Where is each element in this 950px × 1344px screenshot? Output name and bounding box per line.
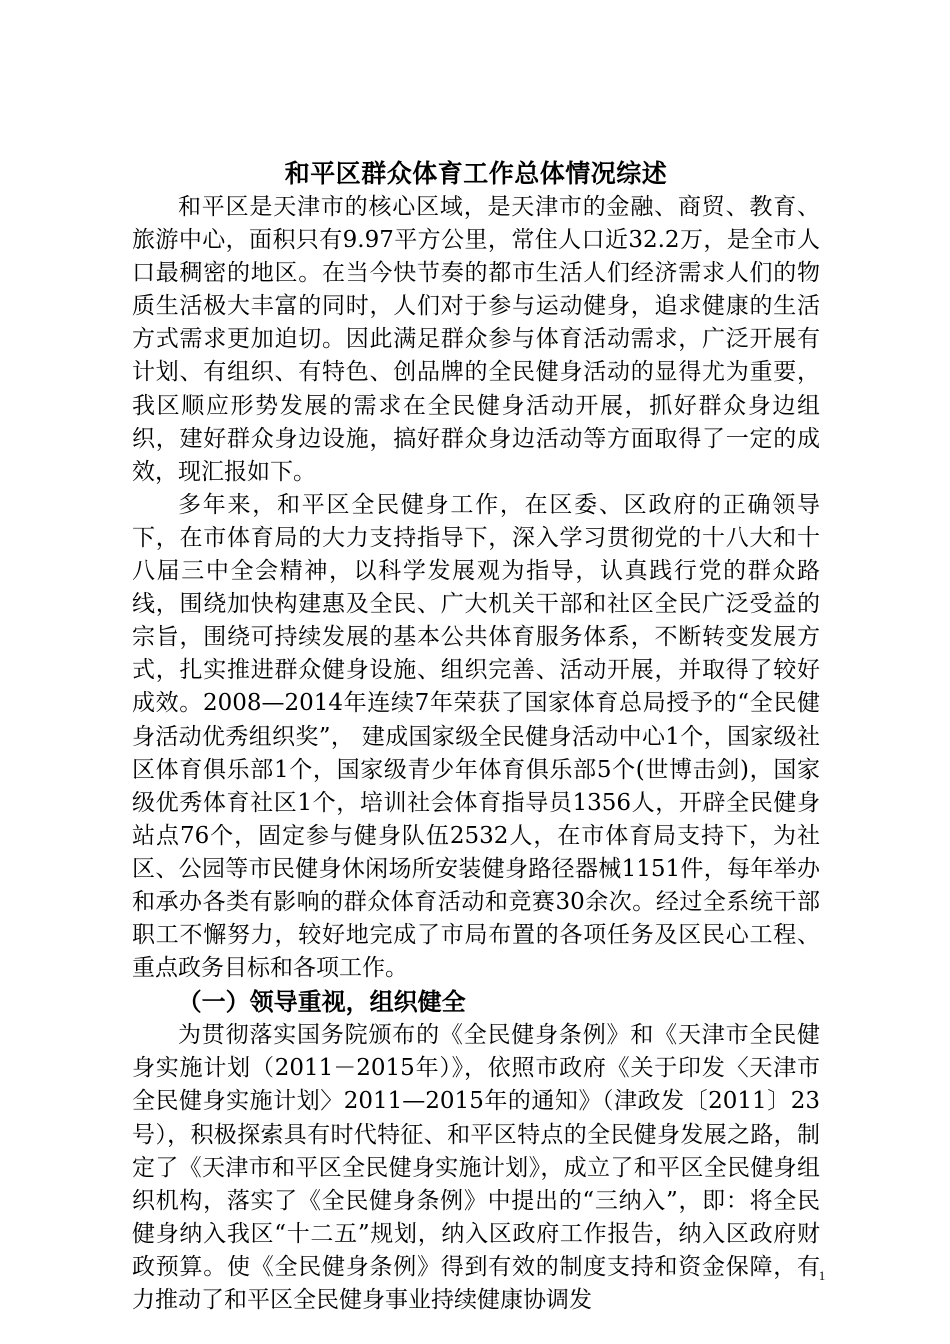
- paragraph-section-one: 为贯彻落实国务院颁布的《全民健身条例》和《天津市全民健身实施计划（2011－2015年）》，依照市政府《关于印发〈天津市全民健身实施计划〉2011—2015年的通知》（津政发〔2011〕23号），积极探索具有时代特征、和平区特点的全民健身发展之路，制定了《天津市和平区全民健身实施计划》，成立了和平区全民健身组织机构，落实了《全民健身条例》中提出的“三纳入”，即：将全民健身纳入我区“十二五”规划，纳入区政府工作报告，纳入区政府财政预算。使《全民健身条例》得到有效的制度支持和资金保障，有力推动了和平区全民健身事业持续健康协调发: [132, 1022, 820, 1313]
- document-title: 和平区群众体育工作总体情况综述: [284, 159, 668, 188]
- paragraph-intro: 和平区是天津市的核心区域，是天津市的金融、商贸、教育、旅游中心，面积只有9.97平方公里，常住人口近32.2万，是全市人口最稠密的地区。在当今快节奏的都市生活人们经济需求人们的物质生活极大丰富的同时，人们对于参与运动健身，追求健康的生活方式需求更加迫切。因此满足群众参与体育活动需求，广泛开展有计划、有组织、有特色、创品牌的全民健身活动的显得尤为重要，我区顺应形势发展的需求在全民健身活动开展，抓好群众身边组织，建好群众身边设施，搞好群众身边活动等方面取得了一定的成效，现汇报如下。: [132, 194, 820, 485]
- document-body: [132, 157, 820, 1317]
- section-heading: （一）领导重视，组织健全: [177, 987, 466, 1017]
- paragraph-achievements: 多年来，和平区全民健身工作，在区委、区政府的正确领导下，在市体育局的大力支持指导下，深入学习贯彻党的十八大和十八届三中全会精神，以科学发展观为指导，认真践行党的群众路线，围绕加快构建惠及全民、广大机关干部和社区全民广泛受益的宗旨，围绕可持续发展的基本公共体育服务体系，不断转变发展方式，扎实推进群众健身设施、组织完善、活动开展，并取得了较好成效。2008—2014年连续7年荣获了国家体育总局授予的“全民健身活动优秀组织奖”， 建成国家级全民健身活动中心1个，国家级社区体育俱乐部1个，国家级青少年体育俱乐部5个(世博击剑)，国家级优秀体育社区1个，培训社会体育指导员1356人，开辟全民健身站点76个，固定参与健身队伍2532人，在市体育局支持下，为社区、公园等市民健身休闲场所安装健身路径器械1151件，每年举办和承办各类有影响的群众体育活动和竞赛30余次。经过全系统干部职工不懈努力，较好地完成了市局布置的各项任务及区民心工程、重点政务目标和各项工作。: [132, 491, 820, 982]
- page-number: 1: [818, 1268, 826, 1283]
